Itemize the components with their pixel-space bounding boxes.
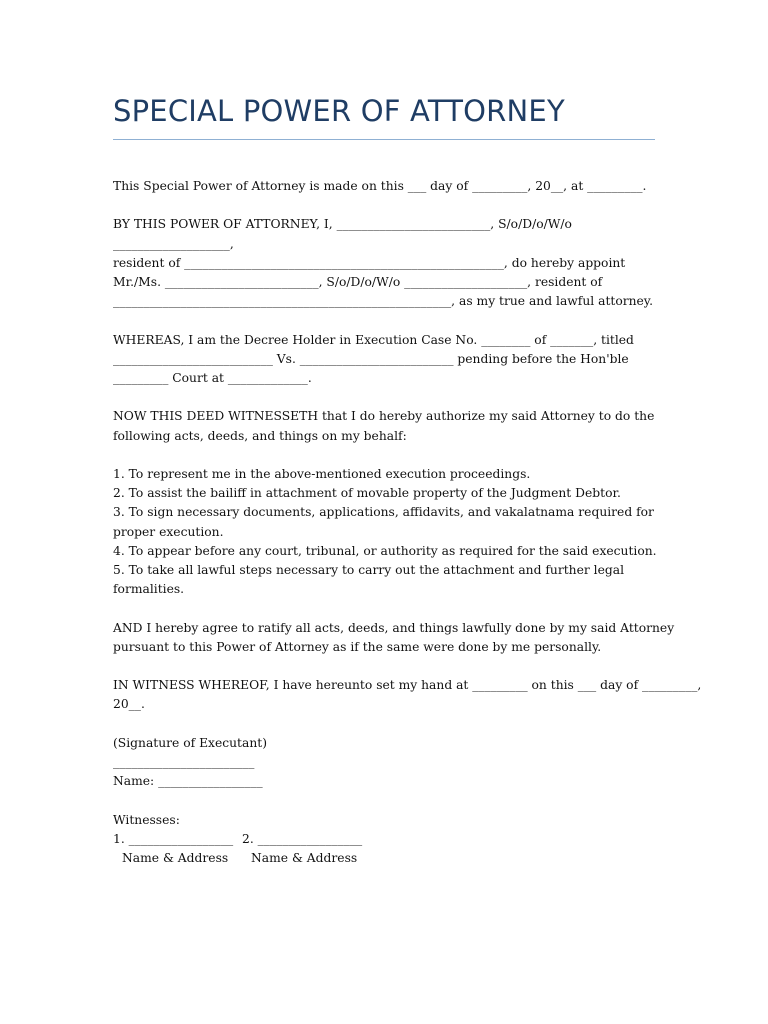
whereas-line: __________________________ Vs. _________________________ pending before the Hon'ble [113,351,629,366]
acts-list [113,465,658,599]
intro-paragraph: This Special Power of Attorney is made on this ___ day of _________, 20__, at _________. [113,179,647,193]
act-item: 1. To represent me in the above-mentioned execution proceedings. [113,466,531,481]
witness-signature-row [113,830,658,849]
whereas-line: _________ Court at _____________. [113,371,312,385]
signature-line: _______________________ [113,754,255,769]
witness-1-caption: Name & Address [122,850,229,865]
document-title: SPECIAL POWER OF ATTORNEY [113,94,565,128]
appointment-paragraph [113,215,658,311]
whereas-paragraph [113,331,658,389]
act-item: 3. To sign necessary documents, applications, affidavits, and vakalatnama required for [113,505,654,520]
witnesses-heading: Witnesses: [113,812,180,827]
act-item: 5. To take all lawful steps necessary to carry out the attachment and further legal [113,563,625,577]
act-item: 4. To appear before any court, tribunal, or authority as required for the said execution. [113,543,657,558]
witnesseth-line: following acts, deeds, and things on my behalf: [113,428,407,443]
signature-block [113,734,658,792]
in-witness-paragraph [113,676,702,714]
act-item: 2. To assist the bailiff in attachment of movable property of the Judgment Debtor. [113,486,621,501]
appointment-line: Mr./Ms. _________________________, S/o/D/o/W/o ____________________, resident of [113,275,603,289]
witnesseth-line: NOW THIS DEED WITNESSETH that I do hereby authorize my said Attorney to do the [113,409,655,424]
act-item: formalities. [113,582,185,597]
appointment-line: BY THIS POWER OF ATTORNEY, I, _________________________, S/o/D/o/W/o [113,217,572,232]
signature-label: (Signature of Executant) [113,735,267,750]
act-item: proper execution. [113,524,224,539]
in-witness-line: 20__. [113,697,145,712]
ratify-paragraph [113,619,675,657]
witness-2-caption: Name & Address [251,850,358,865]
ratify-line: pursuant to this Power of Attorney as if the same were done by me personally. [113,639,602,654]
title-underline [113,139,655,140]
appointment-line: _______________________________________________________, as my true and lawful attorney. [113,294,654,309]
witness-caption-row [113,849,658,868]
appointment-line: resident of ____________________________________________________, do hereby appoint [113,255,626,270]
witness-2-line: 2. _________________ [242,831,363,846]
ratify-line: AND I hereby agree to ratify all acts, deeds, and things lawfully done by my said Attorney [113,620,675,635]
whereas-line: WHEREAS, I am the Decree Holder in Execution Case No. ________ of _______, titled [113,332,634,347]
executant-name-field: Name: _________________ [113,774,263,789]
witnesseth-paragraph [113,407,658,445]
in-witness-line: IN WITNESS WHEREOF, I have hereunto set my hand at _________ on this ___ day of _________, [113,678,702,693]
appointment-line: ___________________, [113,236,234,251]
document-body [113,177,702,868]
witnesses-block [113,811,658,869]
witness-1-line: 1. _________________ [113,831,234,846]
